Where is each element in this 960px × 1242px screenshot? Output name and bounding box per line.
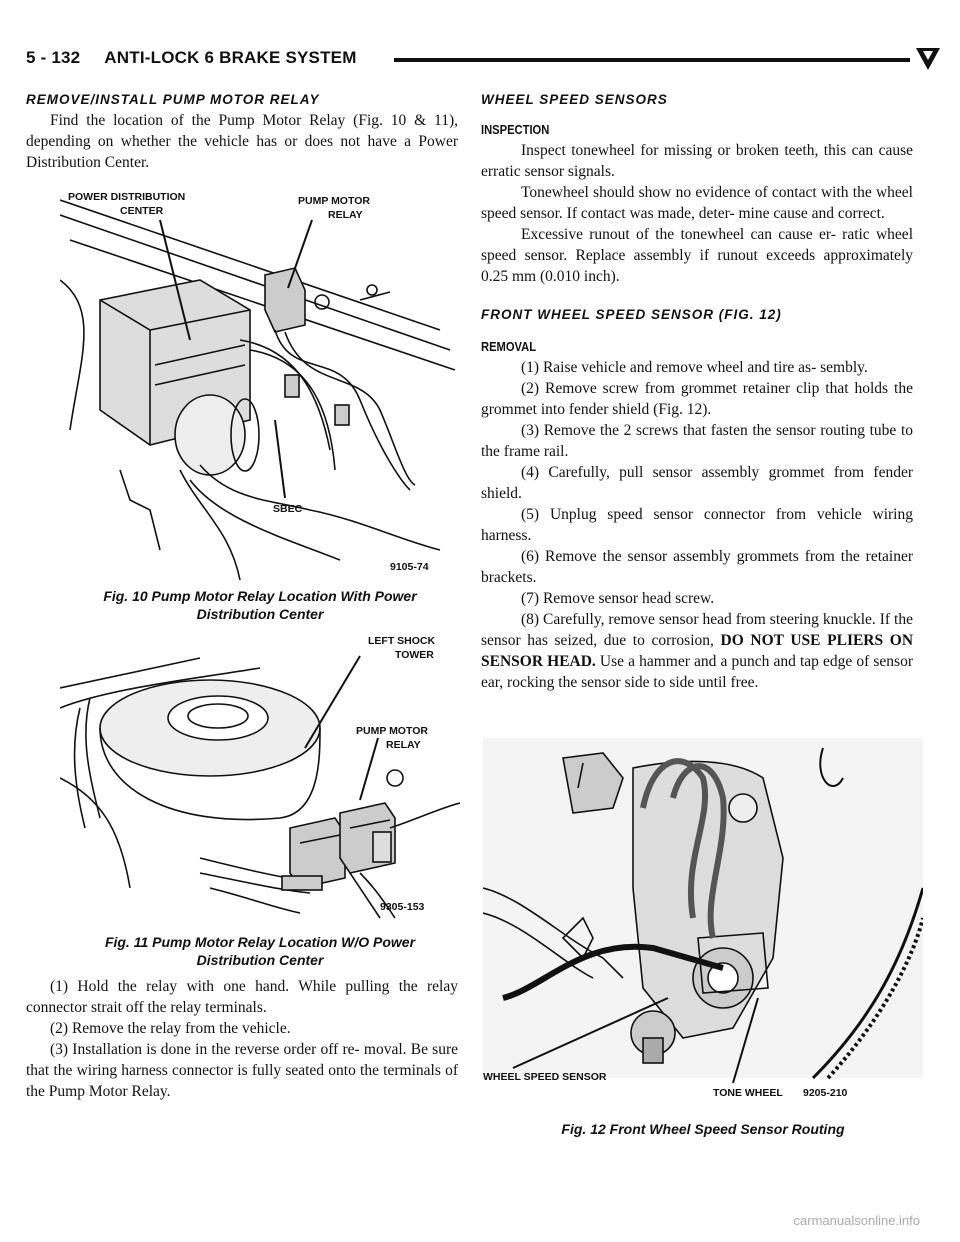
removal-step-8 (481, 609, 913, 693)
fig11-caption-line1: Fig. 11 Pump Motor Relay Location W/O Power (104, 934, 416, 950)
fig11-figure-code: 9305-153 (380, 901, 425, 913)
fig12-label-wheel-speed-sensor: WHEEL SPEED SENSOR (483, 1071, 607, 1083)
fig10-caption-line2: Distribution Center (196, 606, 324, 622)
watermark: carmanualsonline.info (793, 1213, 920, 1228)
fig11-label-shock-1: LEFT SHOCK (368, 635, 436, 647)
fig12-label-tone-wheel: TONE WHEEL (713, 1087, 783, 1099)
section-title-wheel-speed: WHEEL SPEED SENSORS (481, 92, 668, 107)
step8-warning: DO NOT USE PLIERS ON SENSOR HEAD. (481, 632, 914, 670)
fig10-label-relay-1: PUMP MOTOR (298, 195, 370, 207)
intro-paragraph: Find the location of the Pump Motor Relay (Fig. 10 & 11), depending on whether the vehicle has or does not have a Power Distribution Center. (26, 112, 458, 171)
fig10-figure-code: 9105-74 (390, 561, 429, 573)
section-title-pump-relay: REMOVE/INSTALL PUMP MOTOR RELAY (26, 92, 320, 107)
removal-step-5: (5) Unplug speed sensor connector from vehicle wiring harness. (481, 506, 913, 544)
fig10-label-relay-2: RELAY (328, 209, 363, 221)
inspection-para-2: Tonewheel should show no evidence of contact with the wheel speed sensor. If contact was made, deter- mine cause and correct. (481, 184, 913, 222)
fig12-caption: Fig. 12 Front Wheel Speed Sensor Routing (561, 1121, 845, 1137)
step8-text-b: Use a hammer and a punch and tap edge of sensor ear, rocking the sensor side to side until free. (481, 653, 913, 691)
fig10-illustration (60, 180, 460, 585)
right-column (481, 90, 913, 693)
step8-text-a: (8) Carefully, remove sensor head from steering knuckle. If the sensor has seized, due to corrosion, (481, 611, 913, 649)
fig10-label-sbec: SBEC (273, 503, 303, 515)
fig10-label-pdc-2: CENTER (120, 205, 164, 217)
fig10-caption (40, 587, 480, 623)
inspection-heading: INSPECTION (481, 122, 550, 137)
fig11-label-shock-2: TOWER (395, 649, 434, 661)
fig11-label-relay-2: RELAY (386, 739, 421, 751)
fig10-caption-line1: Fig. 10 Pump Motor Relay Location With Power (103, 588, 417, 604)
removal-heading: REMOVAL (481, 339, 537, 354)
removal-step-7: (7) Remove sensor head screw. (521, 590, 715, 607)
fig10-label-pdc-1: POWER DISTRIBUTION (68, 191, 186, 203)
chrysler-pentastar-icon (914, 46, 942, 72)
inspection-para-1: Inspect tonewheel for missing or broken teeth, this can cause erratic sensor signals. (481, 142, 913, 180)
header-rule (394, 58, 910, 62)
fig12-illustration (483, 738, 923, 1100)
relay-step-3: (3) Installation is done in the reverse order off re- moval. Be sure that the wiring harness connector is fully seated onto the terminals of the Pump Motor Relay. (26, 1041, 458, 1100)
removal-step-4: (4) Carefully, pull sensor assembly grommet from fender shield. (481, 464, 913, 502)
fig11-caption (40, 933, 480, 969)
relay-step-2: (2) Remove the relay from the vehicle. (50, 1020, 291, 1037)
removal-step-1: (1) Raise vehicle and remove wheel and tire as- sembly. (521, 359, 868, 376)
header-title: 5 - 132 ANTI-LOCK 6 BRAKE SYSTEM (26, 48, 357, 67)
removal-step-3: (3) Remove the 2 screws that fasten the sensor routing tube to the frame rail. (481, 422, 913, 460)
page-header (26, 46, 934, 76)
fig11-label-relay-1: PUMP MOTOR (356, 725, 428, 737)
fig12-figure-code: 9205-210 (803, 1087, 848, 1099)
removal-step-6: (6) Remove the sensor assembly grommets from the retainer brackets. (481, 548, 913, 586)
left-column (26, 90, 458, 173)
inspection-para-3: Excessive runout of the tonewheel can cause er- ratic wheel speed sensor. Replace assembly if runout exceeds approximately 0.25 mm (0.010 inch). (481, 226, 913, 285)
front-sensor-title: FRONT WHEEL SPEED SENSOR (FIG. 12) (481, 307, 782, 322)
relay-step-1: (1) Hold the relay with one hand. While pulling the relay connector strait off the relay terminals. (26, 978, 458, 1016)
removal-step-2: (2) Remove screw from grommet retainer clip that holds the grommet into fender shield (Fig. 12). (481, 380, 913, 418)
fig11-caption-line2: Distribution Center (196, 952, 324, 968)
relay-steps (26, 976, 458, 1102)
fig11-illustration (60, 628, 460, 920)
